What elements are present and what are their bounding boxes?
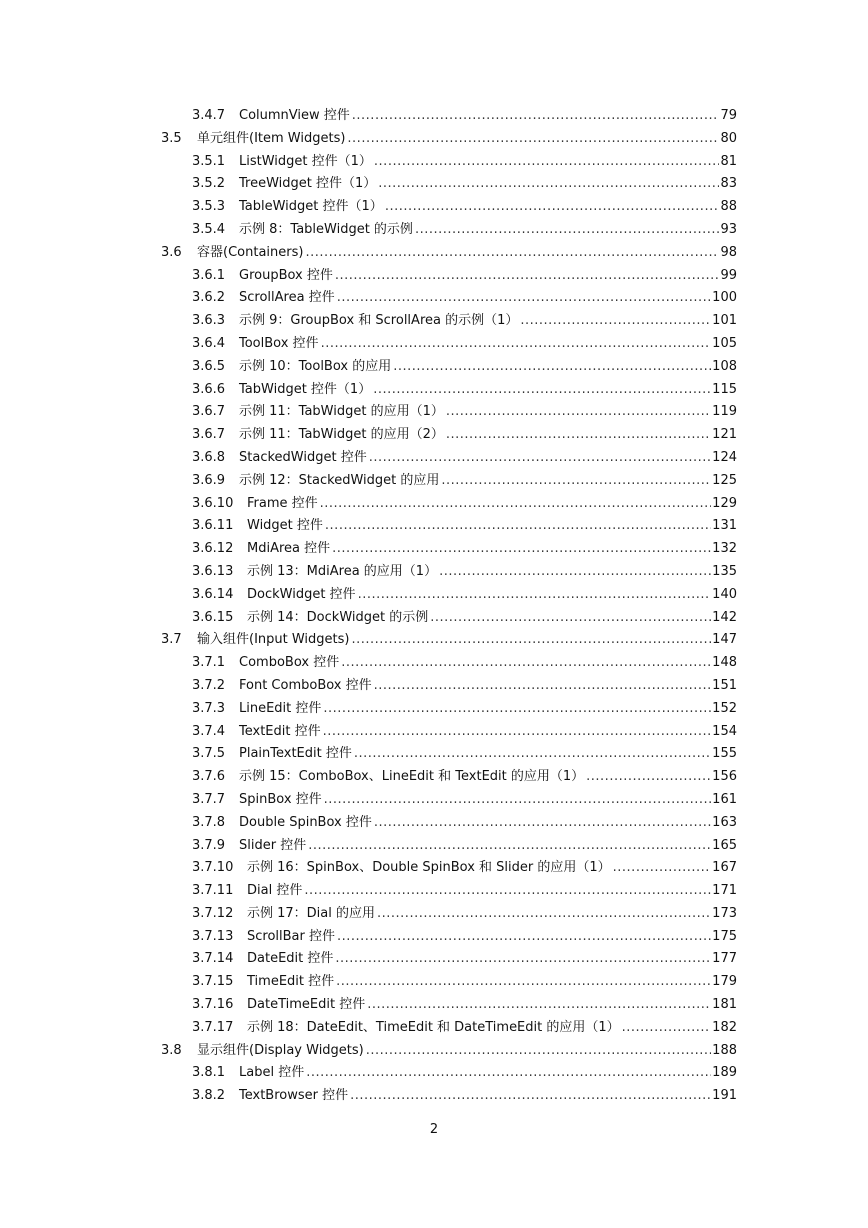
toc-entry[interactable]	[0, 493, 868, 516]
toc-dot-leader	[367, 994, 737, 1017]
toc-entry[interactable]	[0, 1040, 868, 1063]
toc-entry[interactable]	[0, 629, 868, 652]
toc-entry-title: PlainTextEdit 控件	[239, 746, 352, 762]
toc-entry-page: 179	[711, 971, 737, 994]
toc-dot-leader	[323, 698, 737, 721]
toc-entry-number: 3.7.6	[192, 769, 226, 785]
toc-entry-number: 3.6.10	[192, 495, 234, 511]
toc-entry-page: 167	[711, 857, 737, 880]
toc-entry-title: SpinBox 控件	[239, 791, 322, 807]
toc-entry-number: 3.7.16	[192, 997, 234, 1013]
toc-entry[interactable]	[0, 196, 868, 219]
toc-entry-title: Double SpinBox 控件	[239, 814, 372, 830]
toc-entry-title-wrap	[239, 196, 737, 219]
toc-entry[interactable]	[0, 173, 868, 196]
toc-entry-page: 140	[711, 584, 737, 607]
toc-entry-title: Font ComboBox 控件	[239, 677, 372, 693]
toc-entry-title-wrap	[197, 128, 737, 151]
toc-entry-title: DockWidget 控件	[247, 586, 356, 602]
toc-entry-page: 147	[711, 629, 737, 652]
toc-entry-number: 3.7.9	[192, 837, 226, 853]
toc-dot-leader	[385, 196, 737, 219]
toc-entry-number: 3.6.8	[192, 449, 226, 465]
toc-entry[interactable]	[0, 721, 868, 744]
toc-entry-number: 3.7.17	[192, 1019, 234, 1035]
toc-entry-page: 81	[719, 151, 737, 174]
toc-dot-leader	[347, 128, 737, 151]
toc-entry-number: 3.8.1	[192, 1065, 226, 1081]
toc-entry-title: 示例 10：ToolBox 的应用	[239, 358, 392, 374]
toc-entry[interactable]	[0, 835, 868, 858]
toc-entry-number: 3.7.12	[192, 905, 234, 921]
toc-entry-title-wrap	[239, 743, 737, 766]
toc-dot-leader	[305, 242, 737, 265]
toc-entry[interactable]	[0, 880, 868, 903]
toc-entry-title-wrap	[239, 151, 737, 174]
toc-entry-title: 示例 13：MdiArea 的应用（1）	[247, 563, 438, 579]
toc-entry-page: 191	[711, 1085, 737, 1108]
toc-entry-number: 3.7.1	[192, 655, 226, 671]
toc-entry-page: 131	[711, 515, 737, 538]
toc-entry-number: 3.5	[161, 130, 182, 146]
toc-dot-leader	[306, 1062, 737, 1085]
toc-entry[interactable]	[0, 219, 868, 242]
toc-entry[interactable]	[0, 903, 868, 926]
toc-entry[interactable]	[0, 151, 868, 174]
toc-entry-page: 171	[711, 880, 737, 903]
toc-entry-title: GroupBox 控件	[239, 267, 333, 283]
toc-entry-page: 132	[711, 538, 737, 561]
toc-entry-title-wrap	[239, 219, 737, 242]
toc-entry-page: 163	[711, 812, 737, 835]
toc-entry[interactable]	[0, 128, 868, 151]
toc-entry[interactable]	[0, 105, 868, 128]
toc-entry-title: 单元组件(Item Widgets)	[197, 130, 346, 146]
toc-entry-title: 输入组件(Input Widgets)	[197, 632, 350, 648]
toc-entry-page: 135	[711, 561, 737, 584]
toc-entry-title-wrap	[239, 265, 737, 288]
toc-dot-leader	[335, 948, 737, 971]
toc-dot-leader	[304, 880, 737, 903]
toc-entry-title: 示例 11：TabWidget 的应用（1）	[239, 404, 444, 420]
toc-entry[interactable]	[0, 561, 868, 584]
toc-dot-leader	[378, 173, 737, 196]
toc-entry-number: 3.6.7	[192, 404, 226, 420]
toc-entry-number: 3.7.11	[192, 883, 234, 899]
toc-entry-title: ComboBox 控件	[239, 655, 340, 671]
toc-entry-page: 98	[719, 242, 737, 265]
toc-entry-title: TimeEdit 控件	[247, 974, 335, 990]
toc-entry-title: Label 控件	[239, 1065, 305, 1081]
toc-entry-number: 3.6.13	[192, 563, 234, 579]
toc-entry-page: 177	[711, 948, 737, 971]
toc-dot-leader	[336, 971, 737, 994]
toc-entry[interactable]	[0, 401, 868, 424]
page-number: 2	[429, 1122, 439, 1137]
toc-entry-page: 119	[711, 401, 737, 424]
toc-entry-title-wrap	[239, 789, 737, 812]
toc-entry-page: 175	[711, 926, 737, 949]
toc-entry[interactable]	[0, 356, 868, 379]
toc-entry-title: 示例 14：DockWidget 的示例	[247, 609, 429, 625]
toc-entry-title-wrap	[239, 766, 737, 789]
toc-entry-number: 3.6.7	[192, 427, 226, 443]
toc-dot-leader	[352, 105, 737, 128]
toc-entry-title: ToolBox 控件	[239, 335, 319, 351]
toc-entry-title: DateEdit 控件	[247, 951, 334, 967]
toc-dot-leader	[430, 607, 737, 630]
toc-entry-title-wrap	[247, 561, 737, 584]
toc-entry-number: 3.7.13	[192, 928, 234, 944]
toc-entry-number: 3.7.4	[192, 723, 226, 739]
toc-entry-number: 3.7.7	[192, 791, 226, 807]
toc-entry-number: 3.6.15	[192, 609, 234, 625]
toc-entry-title-wrap	[239, 356, 737, 379]
toc-entry-number: 3.7.10	[192, 860, 234, 876]
toc-entry-title-wrap	[247, 1017, 737, 1040]
toc-entry-title-wrap	[197, 242, 737, 265]
toc-entry-title: Dial 控件	[247, 883, 303, 899]
toc-entry-page: 100	[711, 287, 737, 310]
toc-entry-title-wrap	[247, 515, 737, 538]
toc-entry-title-wrap	[239, 333, 737, 356]
toc-entry-title-wrap	[247, 584, 737, 607]
toc-entry-page: 152	[711, 698, 737, 721]
toc-dot-leader	[323, 721, 737, 744]
toc-entry-title-wrap	[239, 287, 737, 310]
toc-entry[interactable]	[0, 926, 868, 949]
toc-entry-page: 189	[711, 1062, 737, 1085]
toc-entry-number: 3.5.1	[192, 153, 226, 169]
toc-entry-title: Slider 控件	[239, 837, 307, 853]
toc-entry-title-wrap	[239, 401, 737, 424]
toc-entry-title: TableWidget 控件（1）	[239, 199, 383, 215]
toc-entry[interactable]	[0, 515, 868, 538]
toc-entry-title-wrap	[247, 903, 737, 926]
toc-entry[interactable]	[0, 265, 868, 288]
toc-dot-leader	[374, 151, 737, 174]
toc-entry-page: 115	[711, 379, 737, 402]
toc-dot-leader	[520, 310, 737, 333]
toc-entry-title: TreeWidget 控件（1）	[239, 176, 377, 192]
toc-entry-title-wrap	[247, 948, 737, 971]
toc-entry-title-wrap	[239, 1085, 737, 1108]
toc-entry-number: 3.7.3	[192, 700, 226, 716]
toc-entry-page: 80	[719, 128, 737, 151]
toc-entry[interactable]	[0, 1085, 868, 1108]
toc-entry[interactable]	[0, 310, 868, 333]
toc-entry-page: 105	[711, 333, 737, 356]
toc-entry[interactable]	[0, 812, 868, 835]
toc-entry-number: 3.6.6	[192, 381, 226, 397]
toc-entry-title: Frame 控件	[247, 495, 318, 511]
toc-entry-number: 3.7.8	[192, 814, 226, 830]
toc-dot-leader	[308, 835, 737, 858]
toc-entry-page: 155	[711, 743, 737, 766]
toc-dot-leader	[320, 493, 737, 516]
toc-entry-page: 151	[711, 675, 737, 698]
toc-dot-leader	[446, 401, 737, 424]
toc-entry[interactable]	[0, 857, 868, 880]
toc-dot-leader	[446, 424, 737, 447]
toc-entry-title-wrap	[247, 926, 737, 949]
toc-entry[interactable]	[0, 789, 868, 812]
toc-entry-title: 示例 17：Dial 的应用	[247, 905, 376, 921]
toc-entry-number: 3.7.14	[192, 951, 234, 967]
toc-entry-title-wrap	[239, 310, 737, 333]
toc-entry[interactable]	[0, 470, 868, 493]
toc-entry[interactable]	[0, 447, 868, 470]
toc-dot-leader	[337, 926, 737, 949]
toc-entry[interactable]	[0, 379, 868, 402]
toc-entry-page: 93	[719, 219, 737, 242]
toc-entry-number: 3.6.1	[192, 267, 226, 283]
toc-entry-page: 101	[711, 310, 737, 333]
toc-entry[interactable]	[0, 287, 868, 310]
toc-entry-page: 108	[711, 356, 737, 379]
toc-dot-leader	[350, 1085, 737, 1108]
toc-entry-number: 3.6.14	[192, 586, 234, 602]
toc-entry[interactable]	[0, 424, 868, 447]
toc-dot-leader	[354, 743, 737, 766]
toc-entry-number: 3.5.3	[192, 199, 226, 215]
toc-entry-title-wrap	[239, 698, 737, 721]
toc-entry-page: 165	[711, 835, 737, 858]
toc-entry-number: 3.6.2	[192, 290, 226, 306]
toc-entry-title: 示例 18：DateEdit、TimeEdit 和 DateTimeEdit 的应用（1）	[247, 1019, 620, 1035]
toc-entry-title-wrap	[239, 379, 737, 402]
toc-entry[interactable]	[0, 698, 868, 721]
toc-entry-title: 示例 12：StackedWidget 的应用	[239, 472, 440, 488]
toc-entry-number: 3.6.5	[192, 358, 226, 374]
toc-entry-page: 79	[719, 105, 737, 128]
toc-dot-leader	[373, 379, 737, 402]
toc-dot-leader	[439, 561, 737, 584]
toc-entry-number: 3.7.5	[192, 746, 226, 762]
toc-entry[interactable]	[0, 242, 868, 265]
toc-entry[interactable]	[0, 584, 868, 607]
toc-entry-number: 3.6.11	[192, 518, 234, 534]
toc-entry-title-wrap	[247, 994, 737, 1017]
toc-entry[interactable]	[0, 675, 868, 698]
toc-dot-leader	[324, 789, 737, 812]
toc-entry-page: 173	[711, 903, 737, 926]
toc-entry-title: TextEdit 控件	[239, 723, 321, 739]
toc-entry-title-wrap	[239, 835, 737, 858]
toc-entry-page: 148	[711, 652, 737, 675]
toc-dot-leader	[377, 903, 737, 926]
toc-entry-number: 3.6	[161, 244, 182, 260]
toc-entry[interactable]	[0, 333, 868, 356]
toc-entry[interactable]	[0, 1017, 868, 1040]
toc-entry-page: 142	[711, 607, 737, 630]
toc-entry-page: 125	[711, 470, 737, 493]
toc-entry-page: 156	[711, 766, 737, 789]
toc-entry-title: ScrollBar 控件	[247, 928, 335, 944]
toc-dot-leader	[358, 584, 737, 607]
toc-entry[interactable]	[0, 607, 868, 630]
toc-entry-title: TabWidget 控件（1）	[239, 381, 372, 397]
toc-dot-leader	[393, 356, 737, 379]
toc-entry-page: 154	[711, 721, 737, 744]
toc-entry-title: 示例 15：ComboBox、LineEdit 和 TextEdit 的应用（1）	[239, 769, 585, 785]
toc-entry-title-wrap	[239, 424, 737, 447]
toc-entry-number: 3.5.4	[192, 221, 226, 237]
toc-entry-title: 示例 11：TabWidget 的应用（2）	[239, 427, 444, 443]
toc-entry-page: 182	[711, 1017, 737, 1040]
toc-entry-title-wrap	[247, 880, 737, 903]
toc-entry-number: 3.7.2	[192, 677, 226, 693]
toc-dot-leader	[332, 538, 737, 561]
toc-entry-title-wrap	[247, 493, 737, 516]
toc-entry-title-wrap	[239, 721, 737, 744]
toc-entry[interactable]	[0, 538, 868, 561]
toc-entry-title-wrap	[239, 470, 737, 493]
toc-dot-leader	[374, 675, 737, 698]
toc-entry-page: 129	[711, 493, 737, 516]
toc-dot-leader	[341, 652, 737, 675]
toc-dot-leader	[366, 1040, 737, 1063]
toc-dot-leader	[369, 447, 737, 470]
toc-entry-number: 3.6.9	[192, 472, 226, 488]
toc-entry[interactable]	[0, 948, 868, 971]
toc-entry-title-wrap	[239, 652, 737, 675]
toc-entry-number: 3.8.2	[192, 1088, 226, 1104]
toc-entry-title: 示例 9：GroupBox 和 ScrollArea 的示例（1）	[239, 313, 519, 329]
toc-entry-page: 83	[719, 173, 737, 196]
toc-entry-number: 3.4.7	[192, 108, 226, 123]
toc-entry-title: DateTimeEdit 控件	[247, 997, 366, 1013]
toc-entry-title: LineEdit 控件	[239, 700, 322, 716]
toc-entry-title: 显示组件(Display Widgets)	[197, 1042, 364, 1058]
toc-dot-leader	[325, 515, 737, 538]
toc-entry-page: 121	[711, 424, 737, 447]
toc-entry[interactable]	[0, 766, 868, 789]
toc-dot-leader	[441, 470, 737, 493]
toc-entry[interactable]	[0, 971, 868, 994]
toc-dot-leader	[335, 265, 737, 288]
toc-entry-title: 示例 8：TableWidget 的示例	[239, 221, 413, 237]
toc-entry-title-wrap	[247, 971, 737, 994]
toc-entry-page: 88	[719, 196, 737, 219]
toc-dot-leader	[352, 629, 738, 652]
toc-entry-number: 3.5.2	[192, 176, 226, 192]
toc-entry-number: 3.7.15	[192, 974, 234, 990]
toc-entry-title-wrap	[239, 173, 737, 196]
toc-entry-title: TextBrowser 控件	[239, 1088, 349, 1104]
toc-entry-title-wrap	[197, 629, 737, 652]
toc-entry-title: StackedWidget 控件	[239, 449, 367, 465]
toc-entry-title-wrap	[239, 675, 737, 698]
table-of-contents	[0, 105, 868, 1108]
toc-entry[interactable]	[0, 1062, 868, 1085]
toc-entry-title-wrap	[247, 538, 737, 561]
toc-entry-title: ColumnView 控件	[239, 108, 350, 123]
toc-dot-leader	[374, 812, 737, 835]
toc-entry-title: 示例 16：SpinBox、Double SpinBox 和 Slider 的应用（1）	[247, 860, 611, 876]
toc-entry-title-wrap	[247, 607, 737, 630]
toc-entry-title: ListWidget 控件（1）	[239, 153, 372, 169]
toc-entry-title-wrap	[239, 447, 737, 470]
toc-entry-page: 181	[711, 994, 737, 1017]
toc-entry[interactable]	[0, 652, 868, 675]
toc-entry-title-wrap	[239, 1062, 737, 1085]
toc-entry-title: 容器(Containers)	[197, 244, 304, 260]
toc-entry-title: Widget 控件	[247, 518, 323, 534]
toc-entry-number: 3.6.12	[192, 541, 234, 557]
toc-entry-page: 99	[719, 265, 737, 288]
toc-entry[interactable]	[0, 743, 868, 766]
toc-entry-title: ScrollArea 控件	[239, 290, 335, 306]
toc-entry-number: 3.6.3	[192, 313, 226, 329]
toc-entry-title-wrap	[197, 1040, 737, 1063]
toc-entry-page: 161	[711, 789, 737, 812]
toc-entry-title-wrap	[239, 812, 737, 835]
toc-entry-number: 3.7	[161, 632, 182, 648]
toc-entry-title: MdiArea 控件	[247, 541, 331, 557]
toc-entry[interactable]	[0, 994, 868, 1017]
toc-entry-title-wrap	[239, 105, 737, 128]
toc-entry-page: 124	[711, 447, 737, 470]
toc-dot-leader	[415, 219, 737, 242]
toc-entry-number: 3.6.4	[192, 335, 226, 351]
toc-dot-leader	[321, 333, 737, 356]
toc-entry-page: 188	[711, 1040, 737, 1063]
toc-dot-leader	[337, 287, 737, 310]
toc-entry-title-wrap	[247, 857, 737, 880]
toc-entry-number: 3.8	[161, 1042, 182, 1058]
